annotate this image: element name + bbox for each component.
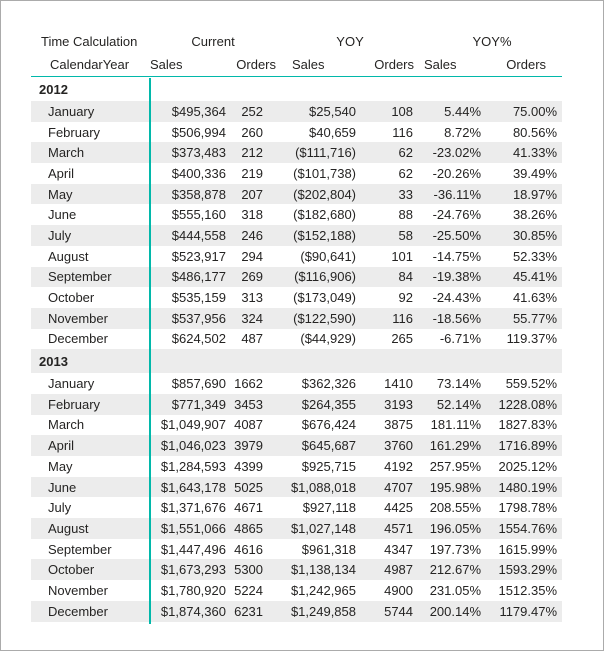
value-cell[interactable]: 30.85% (512, 227, 558, 243)
month-label[interactable]: April (48, 438, 75, 454)
value-cell[interactable]: 88 (398, 207, 414, 223)
value-cell[interactable]: 196.05% (429, 520, 482, 536)
value-cell[interactable]: -36.11% (433, 186, 482, 202)
value-cell[interactable]: 207 (241, 186, 264, 202)
value-cell[interactable]: 3193 (384, 396, 414, 412)
year-label[interactable]: 2013 (39, 353, 68, 369)
value-cell[interactable]: ($111,716) (295, 145, 357, 161)
table-row (31, 204, 562, 225)
month-label[interactable]: October (48, 562, 95, 578)
corner-calendar-year[interactable]: CalendarYear (31, 53, 148, 77)
value-cell[interactable]: 161.29% (429, 438, 482, 454)
value-cell[interactable]: ($173,049) (293, 290, 357, 306)
value-cell[interactable]: ($44,929) (300, 331, 357, 347)
value-cell[interactable]: 4865 (234, 520, 264, 536)
value-cell[interactable]: $486,177 (171, 269, 226, 285)
month-label[interactable]: August (48, 248, 89, 264)
month-label[interactable]: September (48, 541, 112, 557)
value-cell[interactable]: 4399 (234, 458, 264, 474)
col-header-sales-current[interactable]: Sales (148, 53, 229, 77)
value-cell[interactable]: $676,424 (301, 417, 357, 433)
table-row (31, 456, 562, 477)
value-cell[interactable]: $264,355 (301, 396, 357, 412)
value-cell[interactable]: 246 (241, 227, 264, 243)
value-cell[interactable]: 39.49% (512, 165, 558, 181)
month-label[interactable]: May (48, 186, 73, 202)
value-cell[interactable]: 487 (241, 331, 264, 347)
value-cell[interactable]: $1,780,920 (160, 582, 226, 598)
month-label[interactable]: September (48, 269, 112, 285)
value-cell[interactable]: -25.50% (432, 227, 482, 243)
value-cell[interactable]: 181.11% (430, 417, 482, 433)
value-cell[interactable]: 231.05% (429, 582, 482, 598)
value-cell[interactable]: $535,159 (171, 290, 226, 306)
value-cell[interactable]: 62 (398, 165, 414, 181)
table-row (31, 559, 562, 580)
value-cell[interactable]: $1,284,593 (160, 458, 226, 474)
value-cell[interactable]: 1228.08% (498, 396, 558, 412)
value-cell[interactable]: 80.56% (512, 124, 558, 140)
table-row (31, 329, 562, 350)
table-row (31, 287, 562, 308)
value-cell[interactable]: 18.97% (512, 186, 558, 202)
value-cell[interactable]: $1,049,907 (160, 417, 226, 433)
value-cell[interactable]: 1827.83% (498, 417, 558, 433)
table-row (31, 497, 562, 518)
value-cell[interactable]: 324 (241, 310, 264, 326)
value-cell[interactable]: 4425 (384, 500, 414, 516)
year-row (31, 349, 562, 373)
value-cell[interactable]: $645,687 (301, 438, 357, 454)
table-row (31, 373, 562, 394)
value-cell[interactable]: ($152,188) (293, 227, 357, 243)
value-cell[interactable]: 4571 (384, 520, 414, 536)
value-cell[interactable]: ($202,804) (293, 186, 357, 202)
month-label[interactable]: November (48, 310, 108, 326)
value-cell[interactable]: 33 (398, 186, 414, 202)
value-cell[interactable]: 2025.12% (498, 458, 558, 474)
value-cell[interactable]: $1,046,023 (160, 438, 226, 454)
value-cell[interactable]: 5025 (234, 479, 264, 495)
table-row (31, 539, 562, 560)
value-cell[interactable]: 116 (392, 124, 414, 140)
value-cell[interactable]: 4987 (384, 562, 414, 578)
value-cell[interactable]: 1554.76% (498, 520, 558, 536)
month-label[interactable]: July (48, 500, 72, 516)
table-row (31, 477, 562, 498)
value-cell[interactable]: 3875 (384, 417, 414, 433)
value-cell[interactable]: $495,364 (171, 103, 226, 119)
value-cell[interactable]: $362,326 (301, 376, 357, 392)
value-cell[interactable]: $506,994 (171, 124, 226, 140)
value-cell[interactable]: $1,874,360 (160, 603, 226, 619)
value-cell[interactable]: 84 (398, 269, 414, 285)
value-cell[interactable]: 294 (241, 248, 264, 264)
table-row (31, 267, 562, 288)
value-cell[interactable]: ($182,680) (293, 207, 357, 223)
value-cell[interactable]: $927,118 (302, 500, 357, 516)
matrix-header (31, 30, 562, 77)
value-cell[interactable]: $1,242,965 (290, 582, 357, 598)
value-cell[interactable]: 5300 (234, 562, 264, 578)
value-cell[interactable]: $925,715 (301, 458, 357, 474)
value-cell[interactable]: 212.67% (429, 562, 482, 578)
year-label[interactable]: 2012 (39, 81, 68, 97)
table-row (31, 601, 562, 622)
value-cell[interactable]: 219 (241, 165, 264, 181)
value-cell[interactable]: $555,160 (171, 207, 226, 223)
value-cell[interactable]: 212 (241, 145, 264, 161)
month-label[interactable]: March (48, 417, 85, 433)
value-cell[interactable]: 4707 (384, 479, 414, 495)
table-row (31, 225, 562, 246)
value-cell[interactable]: 4347 (384, 541, 414, 557)
value-cell[interactable]: 5.44% (444, 103, 482, 119)
month-label[interactable]: August (48, 520, 89, 536)
month-label[interactable]: April (48, 165, 75, 181)
header-row-columns (31, 53, 562, 77)
value-cell[interactable]: 75.00% (512, 103, 558, 119)
value-cell[interactable]: 1480.19% (498, 479, 558, 495)
value-cell[interactable]: 4900 (384, 582, 414, 598)
value-cell[interactable]: 45.41% (512, 269, 558, 285)
value-cell[interactable]: 1662 (234, 376, 264, 392)
table-row (31, 101, 562, 122)
col-header-orders-yoy-percent[interactable]: Orders (487, 53, 562, 77)
value-cell[interactable]: 269 (241, 269, 264, 285)
table-row (31, 394, 562, 415)
value-cell[interactable]: $1,447,496 (160, 541, 226, 557)
value-cell[interactable]: 4087 (234, 417, 264, 433)
value-cell[interactable]: $537,956 (171, 310, 226, 326)
value-cell[interactable]: -18.56% (432, 310, 482, 326)
month-label[interactable]: January (48, 376, 95, 392)
group-header-current[interactable]: Current (191, 34, 235, 49)
col-header-sales-yoy[interactable]: Sales (278, 53, 365, 77)
value-cell[interactable]: 52.33% (512, 248, 558, 264)
value-cell[interactable]: 313 (241, 290, 264, 306)
value-cell[interactable]: $444,558 (171, 227, 226, 243)
value-cell[interactable]: 41.33% (512, 145, 558, 161)
table-row (31, 415, 562, 436)
value-cell[interactable]: 62 (398, 145, 414, 161)
value-cell[interactable]: 41.63% (512, 290, 558, 306)
value-cell[interactable]: $1,643,178 (160, 479, 226, 495)
month-label[interactable]: June (48, 207, 77, 223)
value-cell[interactable]: 260 (241, 124, 264, 140)
value-cell[interactable]: 265 (391, 331, 414, 347)
table-row (31, 142, 562, 163)
value-cell[interactable]: $1,088,018 (290, 479, 357, 495)
value-cell[interactable]: ($122,590) (293, 310, 357, 326)
value-cell[interactable]: $624,502 (171, 331, 226, 347)
value-cell[interactable]: 119.37% (506, 331, 558, 347)
value-cell[interactable]: 108 (391, 103, 414, 119)
value-cell[interactable]: 208.55% (429, 500, 482, 516)
value-cell[interactable]: 1593.29% (498, 562, 558, 578)
value-cell[interactable]: 5744 (384, 603, 414, 619)
group-header-yoy-percent[interactable]: YOY% (472, 34, 512, 49)
table-row (31, 122, 562, 143)
value-cell[interactable]: -14.75% (432, 248, 482, 264)
value-cell[interactable]: 1798.78% (498, 500, 558, 516)
value-cell[interactable]: ($116,906) (294, 269, 357, 285)
month-label[interactable]: March (48, 145, 85, 161)
month-label[interactable]: January (48, 103, 95, 119)
value-cell[interactable]: $1,371,676 (160, 500, 226, 516)
value-cell[interactable]: $1,138,134 (290, 562, 357, 578)
value-cell[interactable]: 4671 (234, 500, 264, 516)
value-cell[interactable]: $25,540 (309, 103, 357, 119)
month-label[interactable]: February (48, 396, 101, 412)
value-cell[interactable]: ($101,738) (293, 165, 357, 181)
month-label[interactable]: June (48, 479, 77, 495)
table-row (31, 435, 562, 456)
value-cell[interactable]: $961,318 (301, 541, 357, 557)
value-cell[interactable]: 4616 (234, 541, 264, 557)
value-cell[interactable]: 257.95% (429, 458, 482, 474)
month-label[interactable]: October (48, 290, 95, 306)
value-cell[interactable]: $1,673,293 (160, 562, 226, 578)
value-cell[interactable]: 92 (398, 290, 414, 306)
value-cell[interactable]: 55.77% (512, 310, 558, 326)
value-cell[interactable]: -23.02% (432, 145, 482, 161)
table-row (31, 163, 562, 184)
value-cell[interactable]: 8.72% (444, 124, 482, 140)
value-cell[interactable]: 1615.99% (498, 541, 558, 557)
value-cell[interactable]: $40,659 (309, 124, 357, 140)
value-cell[interactable]: -24.76% (432, 207, 482, 223)
row-header-divider-line (149, 78, 151, 624)
value-cell[interactable]: -20.26% (432, 165, 482, 181)
col-header-orders-current[interactable]: Orders (229, 53, 278, 77)
month-label[interactable]: February (48, 124, 101, 140)
value-cell[interactable]: 58 (398, 227, 414, 243)
value-cell[interactable]: 3979 (234, 438, 264, 454)
col-header-orders-yoy[interactable]: Orders (365, 53, 422, 77)
month-label[interactable]: May (48, 458, 73, 474)
matrix-table (31, 30, 562, 622)
month-label[interactable]: December (48, 331, 108, 347)
year-row (31, 77, 562, 101)
value-cell[interactable]: $857,690 (171, 376, 226, 392)
value-cell[interactable]: 1716.89% (498, 438, 558, 454)
value-cell[interactable]: 116 (392, 310, 414, 326)
value-cell[interactable]: 318 (241, 207, 264, 223)
corner-time-calculation[interactable]: Time Calculation (41, 34, 138, 49)
value-cell[interactable]: 1512.35% (498, 582, 558, 598)
value-cell[interactable]: -6.71% (439, 331, 482, 347)
value-cell[interactable]: -19.38% (432, 269, 482, 285)
table-row (31, 580, 562, 601)
table-row (31, 518, 562, 539)
value-cell[interactable]: ($90,641) (300, 248, 357, 264)
value-cell[interactable]: 3453 (234, 396, 264, 412)
value-cell[interactable]: $1,249,858 (290, 603, 357, 619)
group-header-yoy[interactable]: YOY (336, 34, 364, 49)
value-cell[interactable]: $400,336 (171, 165, 226, 181)
month-label[interactable]: December (48, 603, 108, 619)
value-cell[interactable]: 1179.47% (499, 603, 558, 619)
header-row-groups (31, 30, 562, 53)
value-cell[interactable]: -24.43% (432, 290, 482, 306)
value-cell[interactable]: 252 (241, 103, 264, 119)
value-cell[interactable]: 200.14% (429, 603, 482, 619)
value-cell[interactable]: $358,878 (171, 186, 226, 202)
value-cell[interactable]: 5224 (234, 582, 264, 598)
value-cell[interactable]: $523,917 (171, 248, 226, 264)
value-cell[interactable]: $1,027,148 (290, 520, 357, 536)
value-cell[interactable]: 197.73% (429, 541, 482, 557)
value-cell[interactable]: 1410 (384, 376, 414, 392)
value-cell[interactable]: $1,551,066 (160, 520, 226, 536)
month-label[interactable]: November (48, 582, 108, 598)
table-row (31, 308, 562, 329)
value-cell[interactable]: 4192 (384, 458, 414, 474)
table-row (31, 184, 562, 205)
matrix-body (31, 77, 562, 622)
value-cell[interactable]: 559.52% (505, 376, 558, 392)
value-cell[interactable]: 195.98% (429, 479, 482, 495)
table-row (31, 246, 562, 267)
value-cell[interactable]: $373,483 (171, 145, 226, 161)
value-cell[interactable]: 73.14% (436, 376, 482, 392)
value-cell[interactable]: 3760 (384, 438, 414, 454)
col-header-sales-yoy-percent[interactable]: Sales (422, 53, 487, 77)
value-cell[interactable]: 52.14% (436, 396, 482, 412)
value-cell[interactable]: 6231 (234, 603, 264, 619)
value-cell[interactable]: $771,349 (171, 396, 226, 412)
value-cell[interactable]: 38.26% (512, 207, 558, 223)
value-cell[interactable]: 101 (391, 248, 414, 264)
month-label[interactable]: July (48, 227, 72, 243)
